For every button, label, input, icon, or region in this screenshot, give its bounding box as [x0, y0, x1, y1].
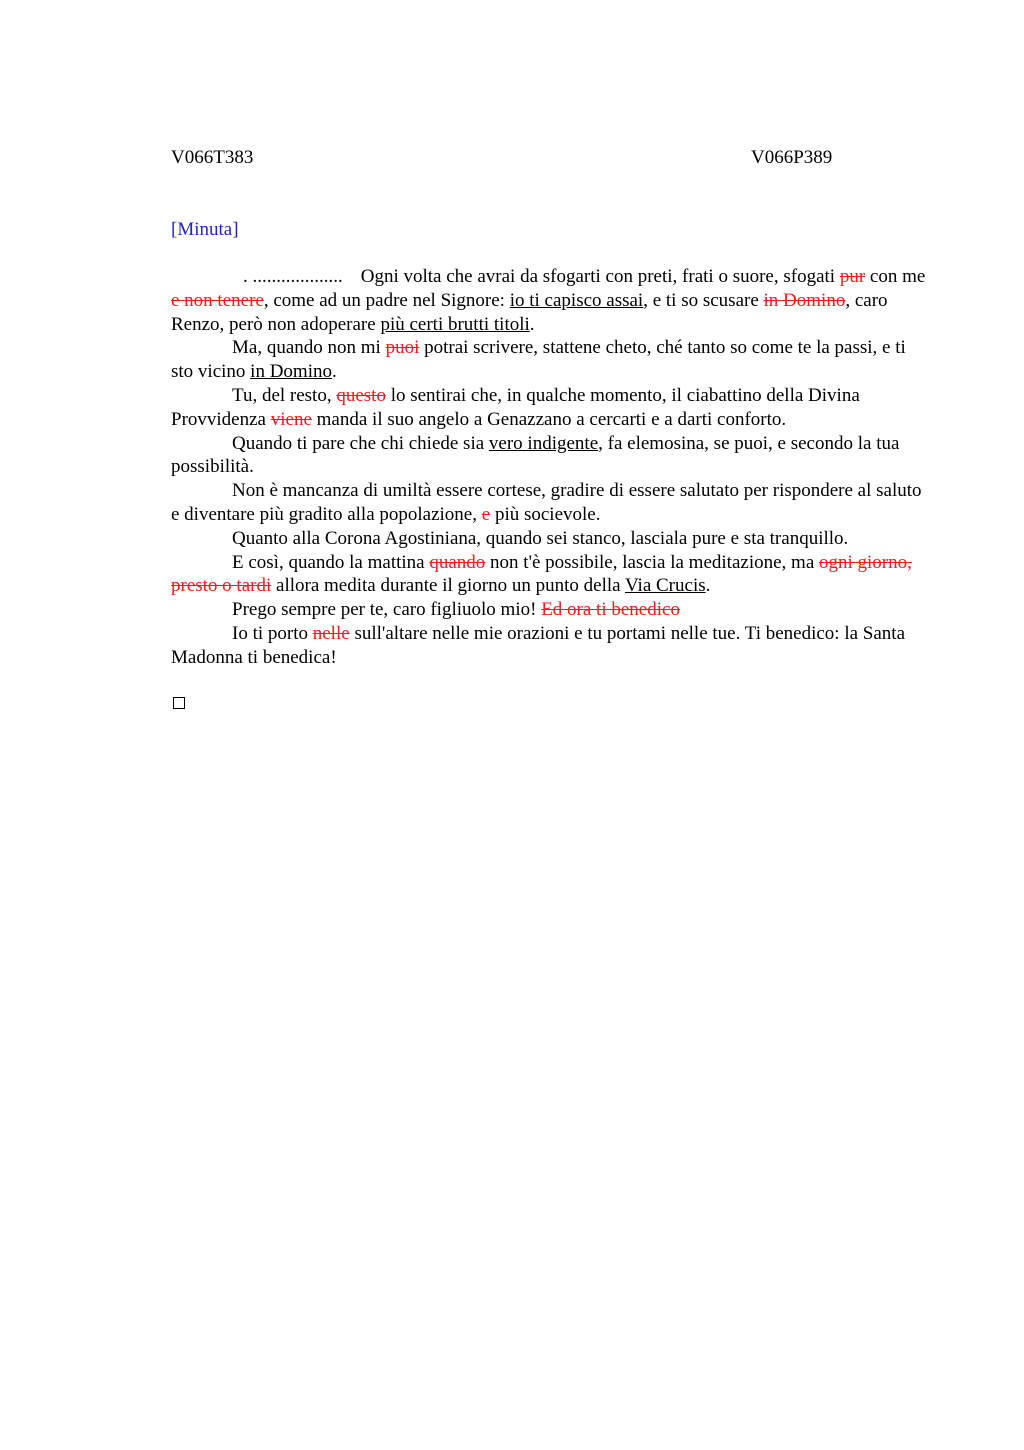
- text-run: Tu, del resto,: [232, 384, 337, 406]
- text-run: lo sentirai che, in qualche momento, il ciabattino della Divina Provvidenza: [171, 384, 860, 430]
- text-run: , e ti so scusare: [643, 289, 764, 311]
- text-run: , caro Renzo, però non adoperare: [171, 289, 888, 335]
- underlined-text: Via Crucis: [624, 575, 706, 597]
- text-run: Ogni volta che avrai da sfogarti con preti, frati o suore, sfogati: [360, 266, 840, 287]
- paragraph-2: [171, 336, 931, 384]
- document-code-left: V066T383: [171, 147, 254, 168]
- deleted-text: viene: [270, 408, 312, 430]
- text-run: .: [705, 575, 711, 597]
- paragraph-3: [171, 384, 931, 432]
- deleted-text: quando: [429, 551, 486, 573]
- deleted-text: ogni giorno, presto o tardi: [171, 551, 912, 597]
- text-run: Prego sempre per te, caro figliuolo mio!: [232, 599, 542, 621]
- deleted-text: e: [481, 503, 491, 525]
- underlined-text: vero indigente: [488, 432, 599, 454]
- section-label-minuta: [Minuta]: [171, 219, 239, 240]
- paragraph-1: [171, 265, 931, 336]
- text-run: , come ad un padre nel Signore:: [263, 289, 510, 311]
- paragraph-7: [171, 551, 931, 599]
- square-outline-icon: [173, 697, 185, 709]
- paragraph-4: [171, 432, 931, 480]
- underlined-text: io ti capisco assai: [509, 289, 644, 311]
- deleted-text: pur: [839, 266, 866, 287]
- paragraph-8: [171, 598, 931, 622]
- text-run: con me: [865, 266, 926, 287]
- deleted-text: puoi: [385, 337, 420, 359]
- underlined-text: più certi brutti titoli: [380, 313, 530, 335]
- paragraph-6: [171, 527, 931, 551]
- text-run: sull'altare nelle mie orazioni e tu portami nelle tue. Ti benedico: la Santa Madonna ti benedica!: [171, 622, 906, 668]
- deleted-text: nelle: [312, 622, 350, 644]
- text-run: .: [331, 361, 337, 383]
- text-run: , fa elemosina, se puoi, e secondo la tua possibilità.: [171, 432, 900, 478]
- deleted-text: Ed ora ti benedico: [541, 599, 680, 621]
- underlined-text: in Domino: [250, 361, 332, 383]
- text-run: Non è mancanza di umiltà essere cortese, gradire di essere salutato per rispondere al saluto e diventare più gradito alla popolazione,: [171, 480, 922, 525]
- deleted-text: e non tenere: [171, 289, 264, 311]
- deleted-text: questo: [336, 384, 386, 406]
- text-run: Io ti porto: [232, 622, 313, 644]
- text-run: allora medita durante il giorno un punto della: [271, 575, 625, 597]
- text-run: E così, quando la mattina: [232, 551, 430, 573]
- deleted-text: in Domino: [763, 289, 846, 311]
- paragraph-9: [171, 622, 931, 670]
- text-run: potrai scrivere, stattene cheto, ché tanto so come te la passi, e ti sto vicino: [171, 337, 906, 383]
- ellipsis-marker: . ...................: [243, 266, 343, 287]
- paragraph-5: [171, 479, 931, 527]
- document-code-right: V066P389: [751, 147, 833, 168]
- text-run: Ma, quando non mi: [232, 337, 386, 359]
- text-run: più socievole.: [490, 503, 601, 525]
- text-run: .: [529, 313, 535, 335]
- text-run: Quando ti pare che chi chiede sia: [232, 432, 489, 454]
- text-run: non t'è possibile, lascia la meditazione, ma: [485, 551, 819, 573]
- letter-body: [171, 265, 931, 670]
- text-run: manda il suo angelo a Genazzano a cercarti e a darti conforto.: [311, 408, 787, 430]
- text-run: Quanto alla Corona Agostiniana, quando sei stanco, lasciala pure e sta tranquillo.: [232, 527, 849, 549]
